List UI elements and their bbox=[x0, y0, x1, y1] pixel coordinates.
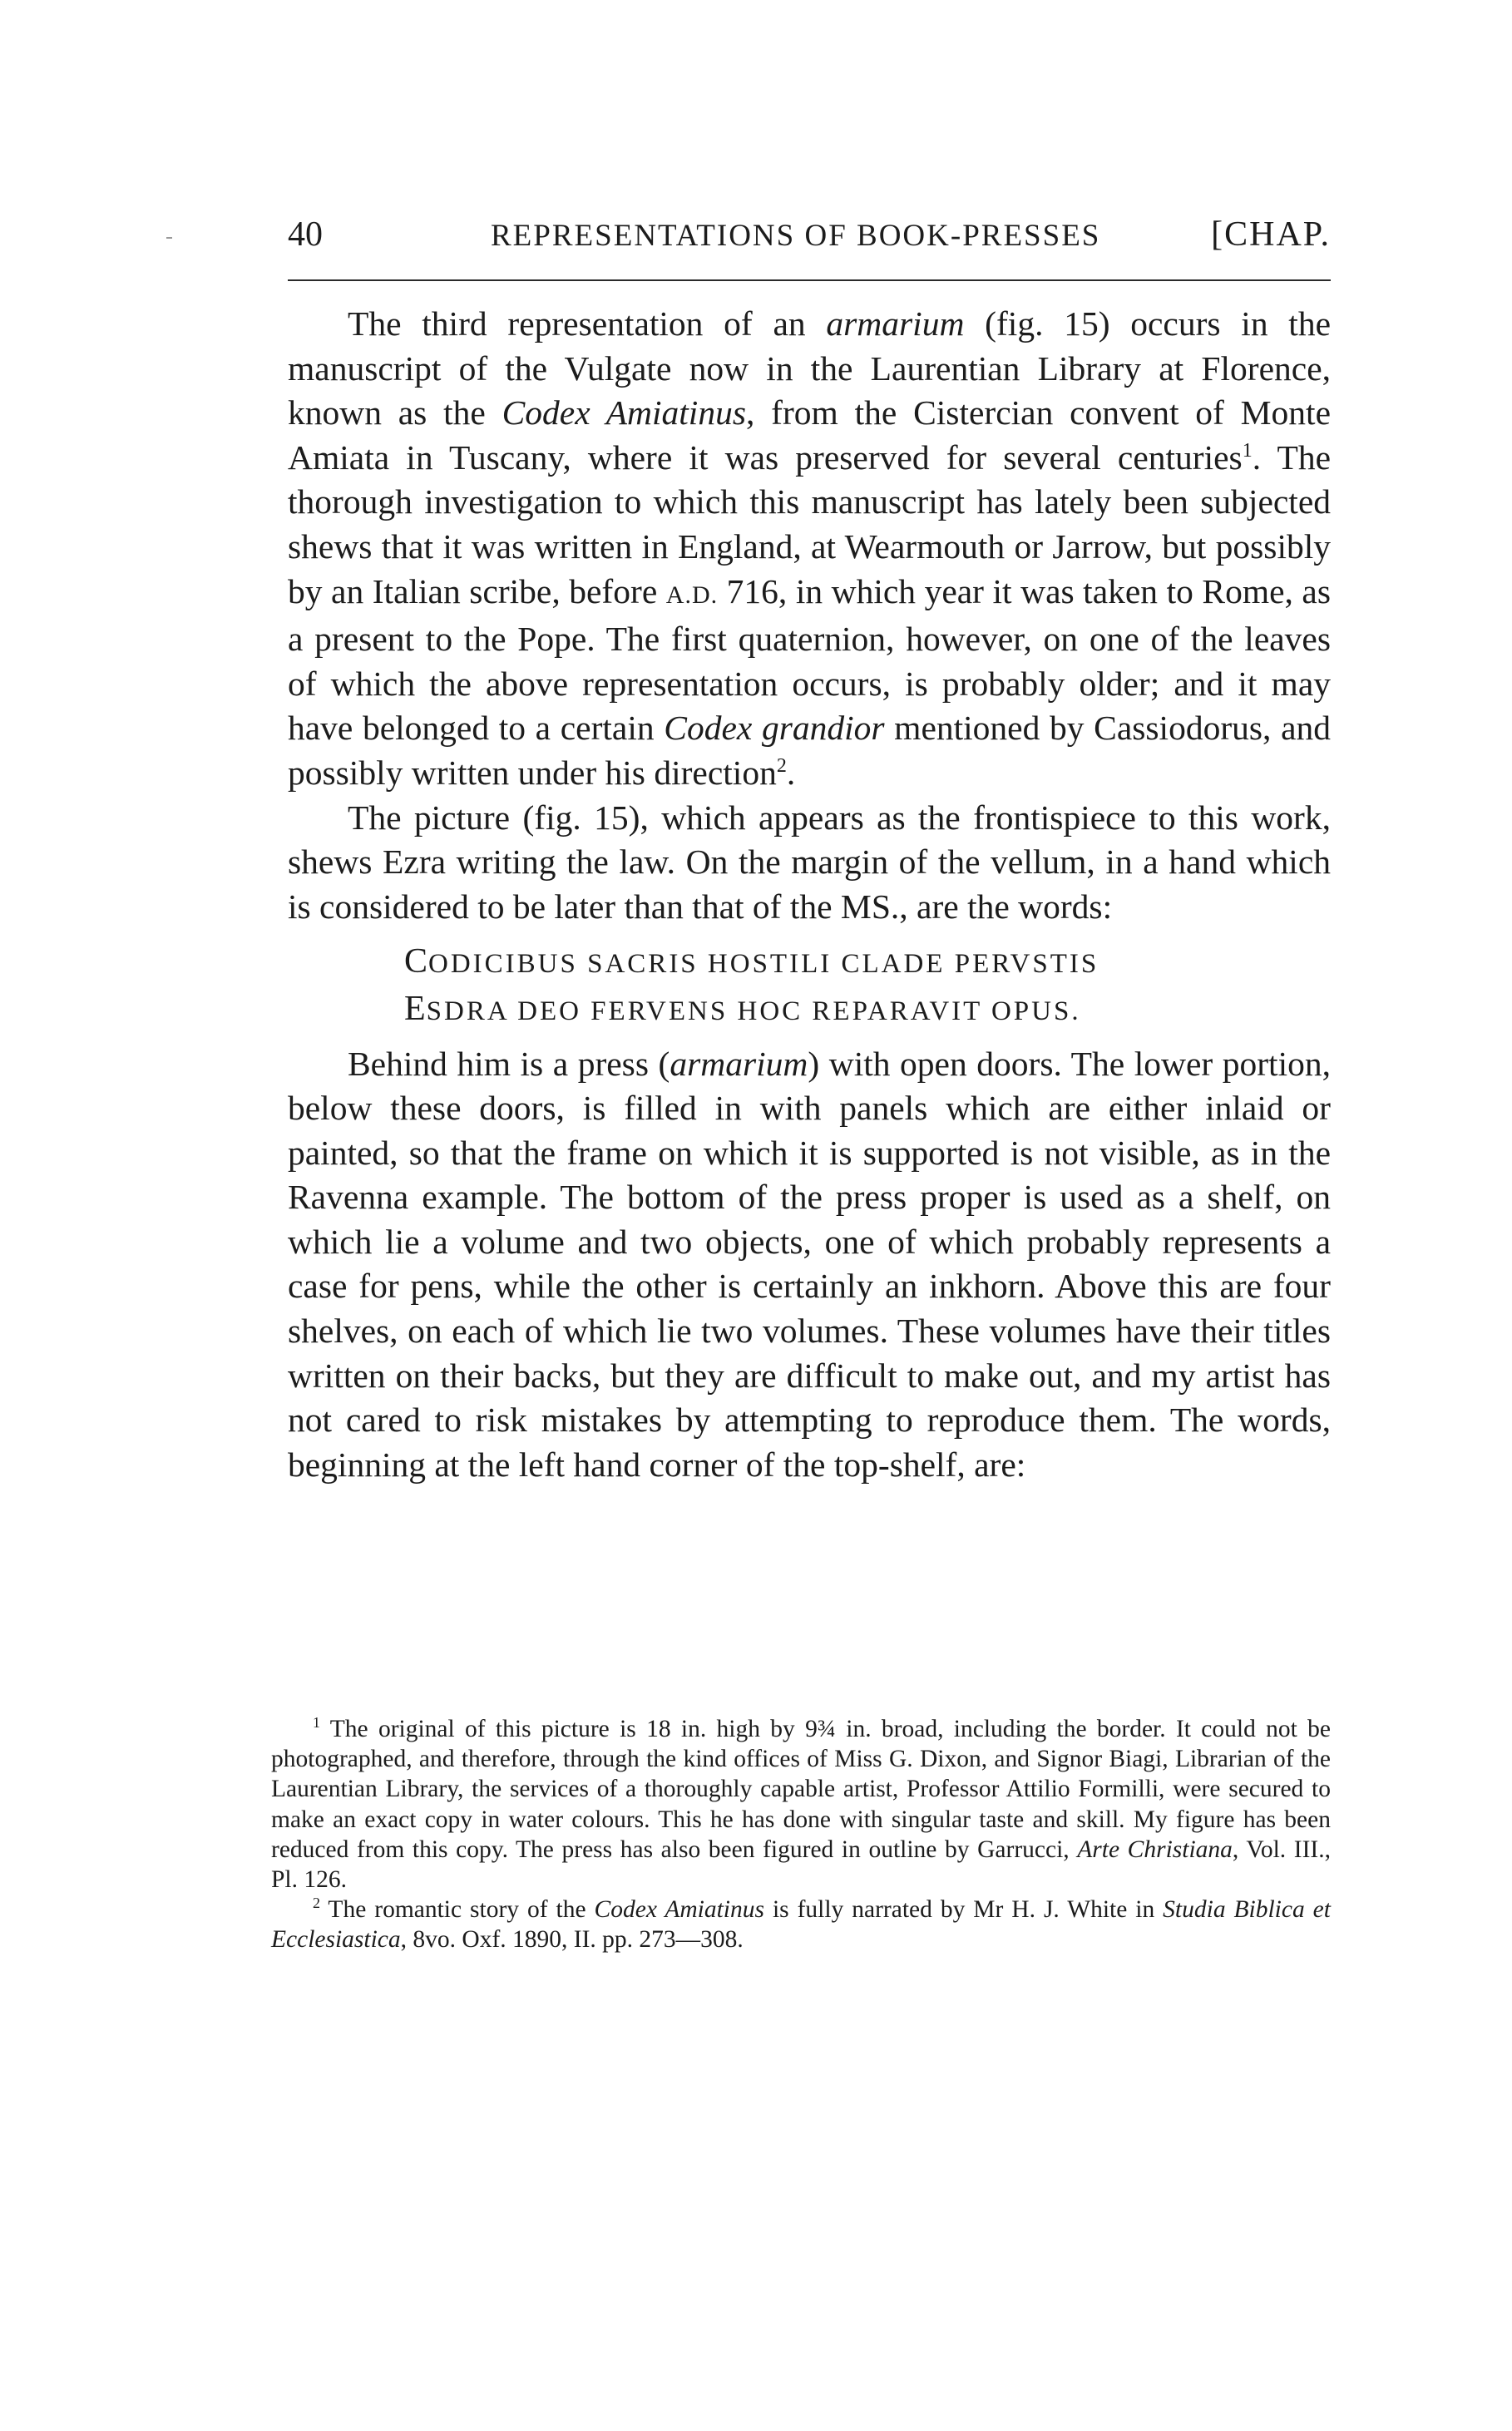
verse-line-2: ESDRA DEO FERVENS HOC REPARAVIT OPUS. bbox=[404, 989, 1081, 1028]
body-text bbox=[288, 302, 1331, 1487]
small-caps-ad: A.D. bbox=[665, 581, 719, 609]
running-header bbox=[288, 215, 1331, 258]
term-codex-grandior: Codex grandior bbox=[664, 709, 885, 748]
chapter-marker: [CHAP. bbox=[1211, 215, 1331, 254]
term-armarium: armarium bbox=[826, 304, 965, 343]
footnote-mark-2: 2 bbox=[313, 1895, 320, 1912]
footnotes bbox=[271, 1714, 1331, 1955]
footnote-2: $^2$ The romantic story of the Codex Amiatinus is fully narrated by Mr H. J. White in Studia Biblica et Ecclesiastica, 8vo. Oxf. 1890, II. pp. 273—308. bbox=[271, 1895, 1331, 1954]
title-studia-biblica: Studia Biblica et Ecclesiastica bbox=[271, 1896, 1331, 1954]
footnote-mark-1: 1 bbox=[313, 1714, 320, 1732]
footnote-1: $^1$ The original of this picture is 18 in. high by 9¾ in. broad, including the border. It could not be photographed, and therefore, through the kind offices of Miss G. Dixon, and Signor Biagi, Librarian of the Laurentian Library, the services of a thoroughly capable artist, Professor Attilio Formilli, were secured to make an exact copy in water colours. This he has done with singular taste and skill. My figure has been reduced from this copy. The press has also been figured in outline by Garrucci, Arte Christiana, Vol. III., Pl. 126. bbox=[271, 1714, 1331, 1894]
term-codex-amiatinus: Codex Amiatinus bbox=[594, 1896, 764, 1924]
inscription-verse bbox=[288, 940, 1331, 1034]
running-title: REPRESENTATIONS OF BOOK-PRESSES bbox=[491, 219, 1101, 253]
paragraph-3: Behind him is a press (armarium) with open doors. The lower portion, below these doors, is filled in with panels which are either inlaid or painted, so that the frame on which it is supported is not visible, as in the Ravenna example. The bottom of the press proper is used as a shelf, on which lie a volume and two objects, one of which probably represents a case for pens, while the other is certainly an inkhorn. Above this are four shelves, on each of which lie two volumes. These volumes have their titles written on their backs, but they are difficult to make out, and my artist has not cared to risk mistakes by attempting to reproduce them. The words, beginning at the left hand corner of the top-shelf, are: bbox=[288, 1044, 1331, 1484]
header-rule bbox=[288, 279, 1331, 281]
paragraph-2: The picture (fig. 15), which appears as the frontispiece to this work, shews Ezra writing the law. On the margin of the vellum, in a hand which is considered to be later than that of the MS., are the words: bbox=[288, 798, 1331, 926]
paragraph-1: The third representation of an armarium (fig. 15) occurs in the manuscript of the Vulgate now in the Laurentian Library at Florence, known as the Codex Amiatinus, from the Cistercian convent of Monte Amiata in Tuscany, where it was preserved for several centuries$^1$. The thorough investigation to which this manuscript has lately been subjected shews that it was written in England, at Wearmouth or Jarrow, but possibly by an Italian scribe, before A.D. 716, in which year it was taken to Rome, as a present to the Pope. The first quaternion, however, on one of the leaves of which the above representation occurs, is probably older; and it may have belonged to a certain Codex grandior mentioned by Cassiodorus, and possibly written under his direction$^2$. bbox=[288, 304, 1332, 792]
term-codex-amiatinus: Codex Amiatinus bbox=[502, 393, 746, 432]
footnote-ref-1: 1 bbox=[1242, 439, 1253, 462]
title-arte-christiana: Arte Christiana bbox=[1077, 1836, 1233, 1863]
margin-speck bbox=[166, 237, 172, 239]
verse-line-1: CODICIBUS SACRIS HOSTILI CLADE PERVSTIS bbox=[404, 942, 1099, 981]
footnote-ref-2: 2 bbox=[776, 755, 787, 778]
page-number: 40 bbox=[288, 215, 323, 254]
term-armarium: armarium bbox=[670, 1044, 808, 1083]
